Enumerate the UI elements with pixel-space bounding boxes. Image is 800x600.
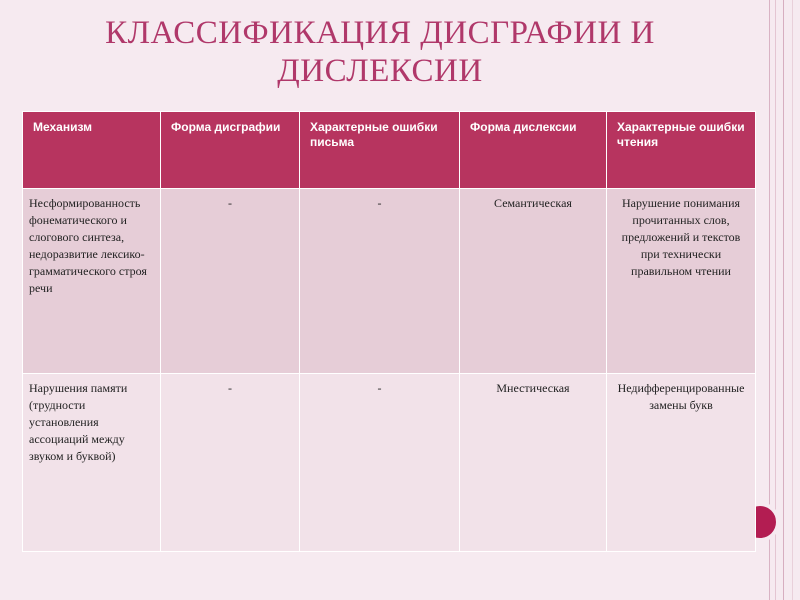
- cell-reading-errors: Недифференцированные замены букв: [607, 374, 756, 552]
- table-row: [23, 189, 756, 374]
- header-reading-errors: Характерные ошибки чтения: [607, 112, 756, 189]
- cell-writing-errors: -: [300, 374, 460, 552]
- cell-reading-errors: Нарушение понимания прочитанных слов, предложений и текстов при технически правильном чтении: [607, 189, 756, 374]
- cell-mechanism: Нарушения памяти (трудности установления ассоциаций между звуком и буквой): [23, 374, 161, 552]
- classification-table: [22, 111, 756, 552]
- cell-writing-errors: -: [300, 189, 460, 374]
- slide-title: КЛАССИФИКАЦИЯ ДИСГРАФИИ И ДИСЛЕКСИИ: [105, 15, 655, 89]
- cell-mechanism: Несформированность фонематического и слогового синтеза, недоразвитие лексико-грамматического строя речи: [23, 189, 161, 374]
- header-mechanism: Механизм: [23, 112, 161, 189]
- table-header-row: [23, 112, 756, 189]
- cell-dysgraphia-form: -: [161, 374, 300, 552]
- header-dysgraphia-form: Форма дисграфии: [161, 112, 300, 189]
- cell-dyslexia-form: Семантическая: [460, 189, 607, 374]
- decorative-border-line: [792, 0, 793, 600]
- cell-dyslexia-form: Мнестическая: [460, 374, 607, 552]
- header-writing-errors: Характерные ошибки письма: [300, 112, 460, 189]
- header-dyslexia-form: Форма дислексии: [460, 112, 607, 189]
- table-row: [23, 374, 756, 552]
- decorative-border-line: [783, 0, 784, 600]
- cell-dysgraphia-form: -: [161, 189, 300, 374]
